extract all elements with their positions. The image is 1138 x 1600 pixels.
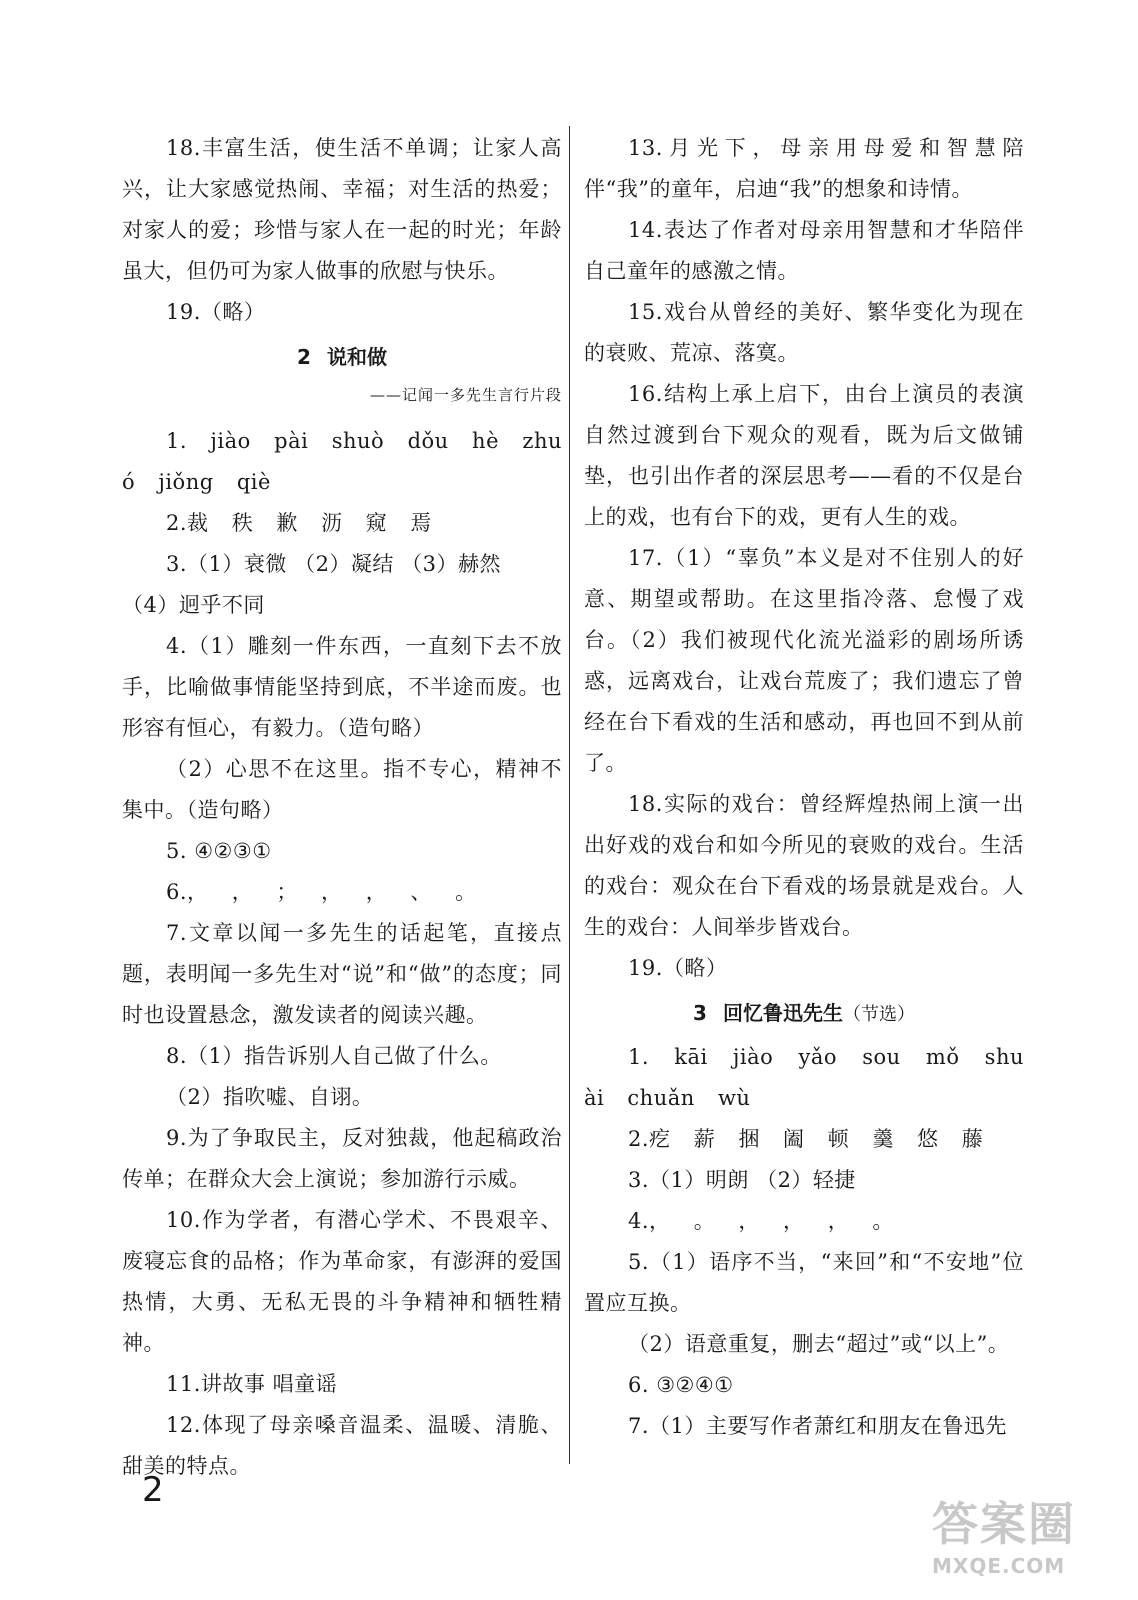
answer-3: 3.（1）衰微 （2）凝结 （3）赫然 [166, 552, 501, 576]
answer-19: 19.（略） [166, 300, 266, 324]
watermark-url: MXQE.COM [932, 1554, 1066, 1578]
answer-18: 18.实际的戏台：曾经辉煌热闹上演一出出好戏的戏台和如今所见的衰败的戏台。生活的戏台：观众在台下看戏的场景就是戏台。人生的戏台：人间举步皆戏台。 [584, 792, 1024, 939]
answer-8-part2: （2）指吹嘘、自诩。 [166, 1085, 374, 1109]
answer-12: 12.体现了母亲嗓音温柔、温暖、清脆、甜美的特点。 [122, 1413, 562, 1478]
answer-8: 8.（1）指告诉别人自己做了什么。 [166, 1044, 502, 1068]
lesson-number: 2 [297, 345, 311, 369]
answer-5: 5.（1）语序不当，“来回”和“不安地”位置应互换。 [584, 1250, 1024, 1315]
watermark-text: 答案圈 [932, 1497, 1076, 1551]
left-column [122, 128, 562, 1487]
answer-3: 3.（1）明朗 （2）轻捷 [628, 1168, 856, 1192]
page-number: 2 [142, 1470, 164, 1510]
answer-5: 5. ④②③① [166, 839, 272, 863]
answer-2: 2.疙 薪 捆 阖 顿 羹 悠 藤 [628, 1127, 984, 1151]
answer-5-part2: （2）语意重复，删去“超过”或“以上”。 [628, 1332, 1010, 1356]
watermark-logo [932, 1488, 1076, 1578]
answer-14: 14.表达了作者对母亲用智慧和才华陪伴自己童年的感激之情。 [584, 218, 1024, 283]
answer-9: 9.为了争取民主，反对独裁，他起稿政治传单；在群众大会上演说；参加游行示威。 [122, 1126, 562, 1191]
answer-7: 7.（1）主要写作者萧红和朋友在鲁迅先 [628, 1414, 1007, 1438]
lesson-2-subtitle: ——记闻一多先生言行片段 [369, 386, 562, 404]
answer-16: 16.结构上承上启下，由台上演员的表演自然过渡到台下观众的观看，既为后文做铺垫，也引出作者的深层思考——看的不仅是台上的戏，也有台下的戏，更有人生的戏。 [584, 382, 1024, 529]
lesson-3-heading [584, 991, 1024, 1037]
answer-4: 4.（1）雕刻一件东西，一直刻下去不放手，比喻做事情能坚持到底，不半途而废。也形容有恒心，有毅力。（造句略） [122, 634, 562, 740]
answer-6: 6.， ， ； ， ， 、 。 [166, 880, 477, 904]
answer-11: 11.讲故事 唱童谣 [166, 1372, 338, 1396]
right-column [584, 128, 1024, 1447]
answer-3-cont: （4）迥乎不同 [122, 593, 265, 617]
answer-19: 19.（略） [628, 956, 728, 980]
answer-2: 2.裁 秩 歉 沥 窥 焉 [166, 511, 432, 535]
lesson-note: （节选） [842, 1004, 915, 1025]
answer-4-part2: （2）心思不在这里。指不专心，精神不集中。（造句略） [122, 757, 562, 822]
answer-1-pinyin: 1. jiào pài shuò dǒu hè zhuó jiǒng qiè [122, 429, 562, 494]
answer-13: 13.月光下，母亲用母爱和智慧陪伴“我”的童年，启迪“我”的想象和诗情。 [584, 136, 1024, 201]
answer-4: 4.， 。 ， ， ， 。 [628, 1209, 894, 1233]
lesson-number: 3 [693, 1001, 707, 1025]
answer-15: 15.戏台从曾经的美好、繁华变化为现在的衰败、荒凉、落寞。 [584, 300, 1024, 365]
answer-1-pinyin: 1. kāi jiào yǎo sou mǒ shuài chuǎn wù [584, 1045, 1024, 1110]
lesson-title: 说和做 [326, 345, 387, 369]
column-divider [569, 126, 570, 1464]
answer-18: 18.丰富生活，使生活不单调；让家人高兴，让大家感觉热闹、幸福；对生活的热爱；对家人的爱；珍惜与家人在一起的时光；年龄虽大，但仍可为家人做事的欣慰与快乐。 [122, 136, 562, 283]
answer-6: 6. ③②④① [628, 1373, 734, 1397]
answer-7: 7.文章以闻一多先生的话起笔，直接点题，表明闻一多先生对“说”和“做”的态度；同时也设置悬念，激发读者的阅读兴趣。 [122, 921, 562, 1027]
lesson-2-heading [122, 335, 562, 379]
answer-10: 10.作为学者，有潜心学术、不畏艰辛、废寝忘食的品格；作为革命家，有澎湃的爱国热情，大勇、无私无畏的斗争精神和牺牲精神。 [122, 1208, 562, 1355]
answer-17: 17.（1）“辜负”本义是对不住别人的好意、期望或帮助。在这里指冷落、怠慢了戏台。（2）我们被现代化流光溢彩的剧场所诱惑，远离戏台，让戏台荒废了；我们遗忘了曾经在台下看戏的生活和感动，再也回不到从前了。 [584, 546, 1024, 775]
lesson-title: 回忆鲁迅先生 [722, 1001, 843, 1025]
